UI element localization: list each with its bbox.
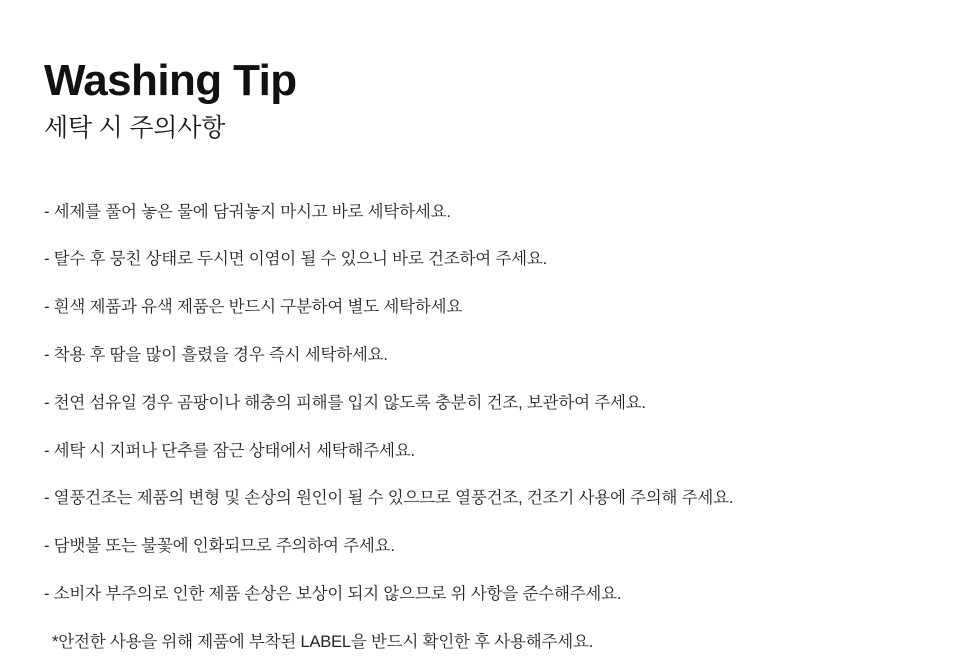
page-title: Washing Tip xyxy=(44,56,297,105)
list-item: - 열풍건조는 제품의 변형 및 손상의 원인이 될 수 있으므로 열풍건조, 건조기 사용에 주의해 주세요. xyxy=(44,489,734,508)
list-item: - 세제를 풀어 놓은 물에 담궈놓지 마시고 바로 세탁하세요. xyxy=(44,202,451,221)
list-item: - 천연 섬유일 경우 곰팡이나 해충의 피해를 입지 않도록 충분히 건조, 보관하여 주세요. xyxy=(44,393,646,412)
safety-note: *안전한 사용을 위해 제품에 부착된 LABEL을 반드시 확인한 후 사용해주세요. xyxy=(52,632,594,651)
washing-tips-list xyxy=(44,201,916,605)
page-subtitle: 세탁 시 주의사항 xyxy=(44,114,226,143)
list-item: - 세탁 시 지퍼나 단추를 잠근 상태에서 세탁해주세요. xyxy=(44,441,415,460)
list-item: - 착용 후 땀을 많이 흘렸을 경우 즉시 세탁하세요. xyxy=(44,345,388,364)
title-block xyxy=(44,58,916,145)
list-item: - 소비자 부주의로 인한 제품 손상은 보상이 되지 않으므로 위 사항을 준수해주세요. xyxy=(44,584,622,603)
list-item: - 담뱃불 또는 불꽃에 인화되므로 주의하여 주세요. xyxy=(44,537,395,556)
list-item: - 흰색 제품과 유색 제품은 반드시 구분하여 별도 세탁하세요 xyxy=(44,298,463,317)
list-item: - 탈수 후 뭉친 상태로 두시면 이염이 될 수 있으니 바로 건조하여 주세요. xyxy=(44,250,547,269)
